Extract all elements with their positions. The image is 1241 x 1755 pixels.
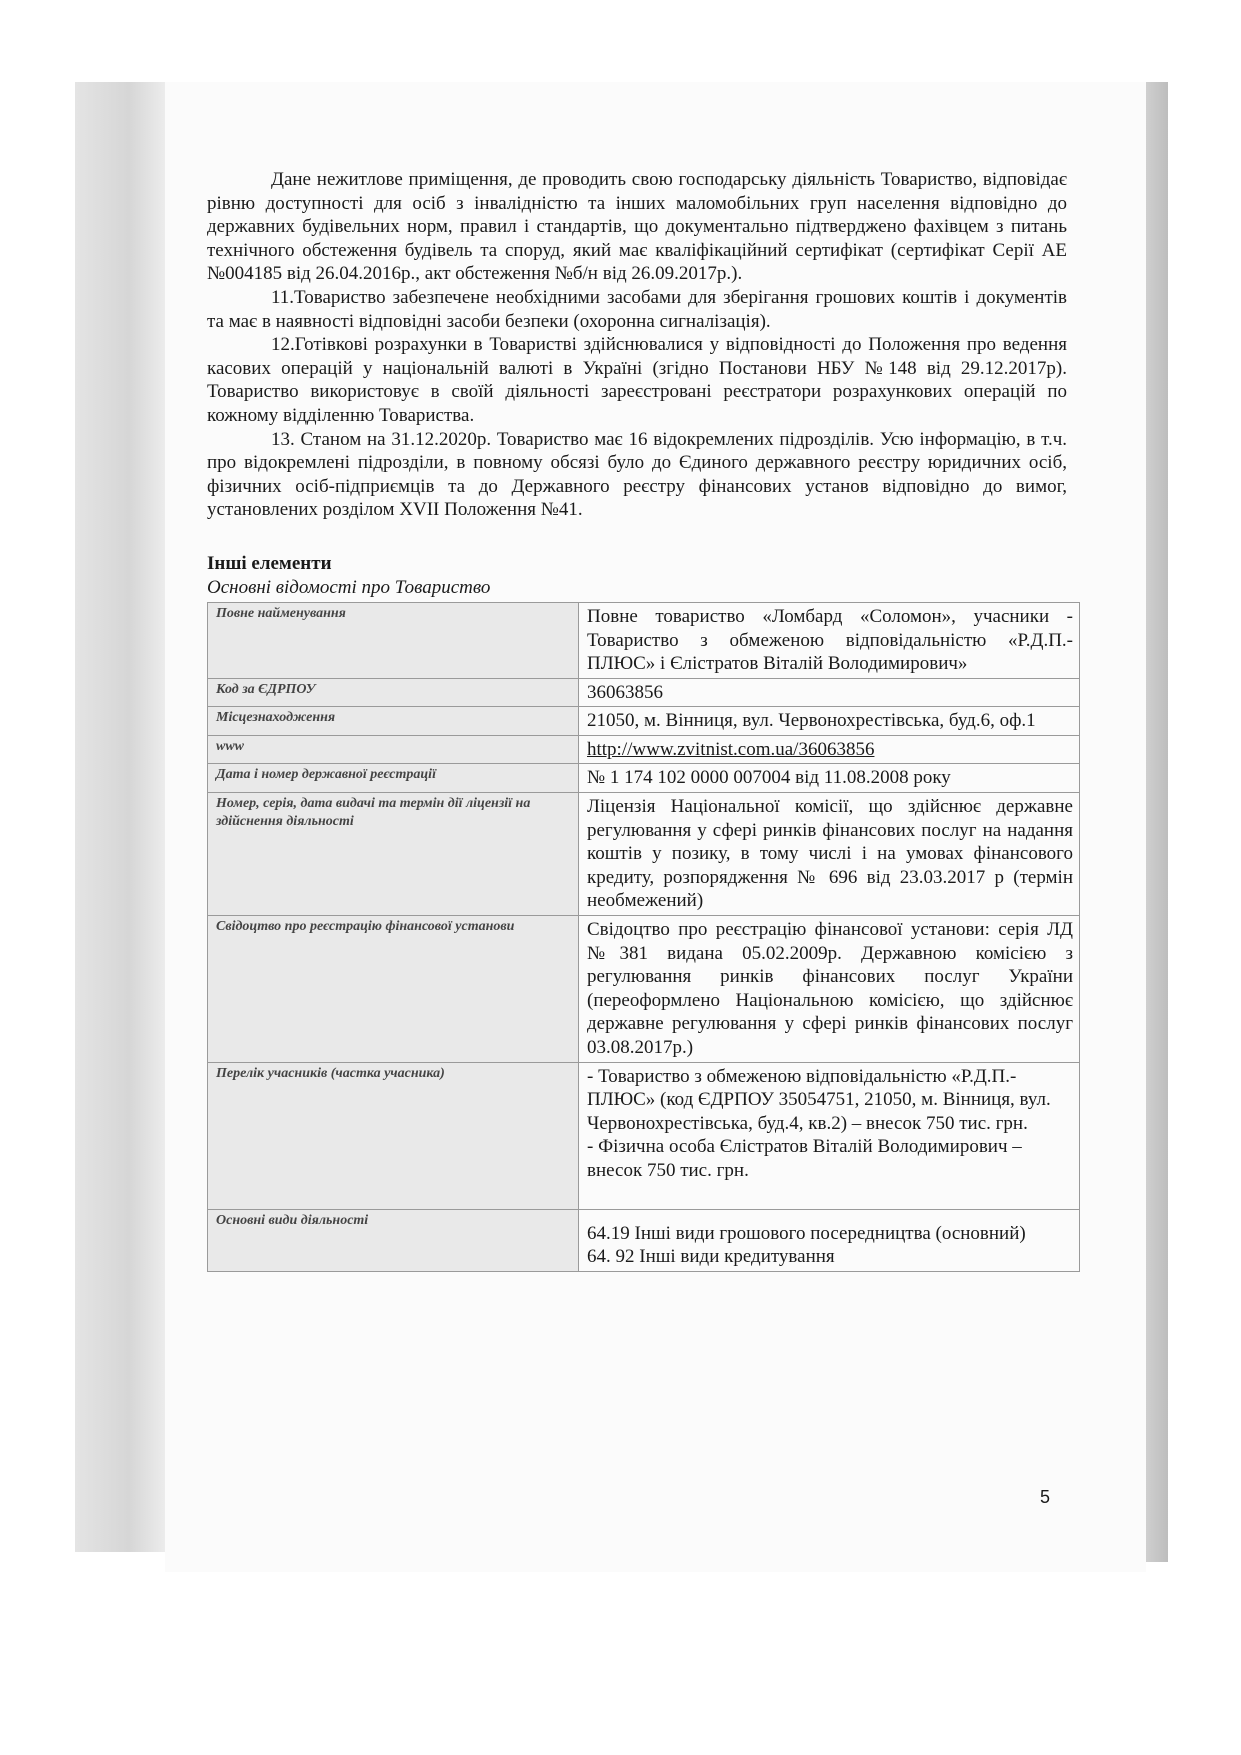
label-activities: Основні види діяльності bbox=[208, 1209, 579, 1271]
label-registration: Дата і номер державної реєстрації bbox=[208, 764, 579, 793]
table-row bbox=[208, 735, 1080, 764]
value-license: Ліцензія Національної комісії, що здійснює державне регулювання у сфері ринків фінансових послуг на надання коштів у позику, в тому числі і на умовах фінансового кредиту, розпорядження № 696 від 23.03.2017 р (термін необмежений) bbox=[579, 793, 1080, 916]
section-subtitle: Основні відомості про Товариство bbox=[207, 576, 491, 598]
table-row bbox=[208, 707, 1080, 736]
table-row bbox=[208, 793, 1080, 916]
table-row bbox=[208, 678, 1080, 707]
participant-llc: - Товариство з обмеженою відповідальністю «Р.Д.П.-ПЛЮС» (код ЄДРПОУ 35054751, 21050, м. Вінниця, вул. Червонохрестівська, буд.4, кв.2) – внесок 750 тис. грн. bbox=[587, 1065, 1051, 1134]
label-full-name: Повне найменування bbox=[208, 602, 579, 678]
value-participants bbox=[579, 1062, 1080, 1209]
label-certificate: Свідоцтво про реєстрацію фінансової установи bbox=[208, 916, 579, 1063]
participant-person: - Фізична особа Єлістратов Віталій Володимирович – внесок 750 тис. грн. bbox=[587, 1136, 1022, 1181]
value-certificate: Свідоцтво про реєстрацію фінансової установи: серія ЛД №381 видана 05.02.2009р. Державною комісією з регулювання ринків фінансових послуг України (переоформлено Національною комісією, що здійснює державне регулювання у сфері ринків фінансових послуг 03.08.2017р.) bbox=[579, 916, 1080, 1063]
table-row bbox=[208, 1209, 1080, 1271]
company-info-table bbox=[207, 602, 1080, 1272]
document-content bbox=[207, 168, 1073, 1272]
label-license: Номер, серія, дата видачі та термін дії ліцензії на здійснення діяльності bbox=[208, 793, 579, 916]
activity-primary: 64.19 Інші види грошового посередництва (основний) bbox=[587, 1222, 1026, 1244]
value-www bbox=[579, 735, 1080, 764]
table-row bbox=[208, 764, 1080, 793]
label-edrpou: Код за ЄДРПОУ bbox=[208, 678, 579, 707]
value-full-name: Повне товариство «Ломбард «Соломон», учасники - Товариство з обмеженою відповідальністю «Р.Д.П.-ПЛЮС» і Єлістратов Віталій Володимирович» bbox=[579, 602, 1080, 678]
page-number: 5 bbox=[1040, 1487, 1051, 1507]
paragraph-11: 11.Товариство забезпечене необхідними засобами для зберігання грошових коштів і документів та має в наявності відповідні засоби безпеки (охоронна сигналізація). bbox=[207, 286, 1067, 332]
table-row bbox=[208, 916, 1080, 1063]
scan-right-shadow bbox=[1146, 82, 1168, 1562]
paragraph-accessibility: Дане нежитлове приміщення, де проводить свою господарську діяльність Товариство, відповідає рівню доступності для осіб з інвалідністю та інших маломобільних груп населення відповідно до державних будівельних норм, правил і стандартів, що документально підтверджено фахівцем з питань технічного обстеження будівель та споруд, який має кваліфікаційний сертифікат (сертифікат Серії АЕ №004185 від 26.04.2016р., акт обстеження №б/н від 26.09.2017р.). bbox=[207, 169, 1067, 285]
label-www: www bbox=[208, 735, 579, 764]
table-row bbox=[208, 602, 1080, 678]
value-registration: № 1 174 102 0000 007004 від 11.08.2008 року bbox=[579, 764, 1080, 793]
scan-left-shadow bbox=[75, 82, 165, 1552]
label-location: Місцезнаходження bbox=[208, 707, 579, 736]
label-participants: Перелік учасників (частка учасника) bbox=[208, 1062, 579, 1209]
value-activities bbox=[579, 1209, 1080, 1271]
value-location: 21050, м. Вінниця, вул. Червонохрестівська, буд.6, оф.1 bbox=[579, 707, 1080, 736]
section-title: Інші елементи bbox=[207, 552, 332, 574]
value-edrpou: 36063856 bbox=[579, 678, 1080, 707]
website-link[interactable]: http://www.zvitnist.com.ua/36063856 bbox=[587, 738, 875, 760]
paragraph-12: 12.Готівкові розрахунки в Товаристві здійснювалися у відповідності до Положення про ведення касових операцій у національній валюті в Україні (згідно Постанови НБУ №148 від 29.12.2017р). Товариство використовує в своїй діяльності зареєстровані реєстратори розрахункових операцій по кожному відділенню Товариства. bbox=[207, 334, 1067, 426]
activity-secondary: 64. 92 Інші види кредитування bbox=[587, 1246, 835, 1268]
paragraph-13: 13. Станом на 31.12.2020р. Товариство має 16 відокремлених підрозділів. Усю інформацію, в т.ч. про відокремлені підрозділи, в повному обсязі було до Єдиного державного реєстру юридичних осіб, фізичних осіб-підприємців та до Державного реєстру фінансових установ відповідно до вимог, установлених розділом XVII Положення №41. bbox=[207, 428, 1067, 521]
table-row bbox=[208, 1062, 1080, 1209]
